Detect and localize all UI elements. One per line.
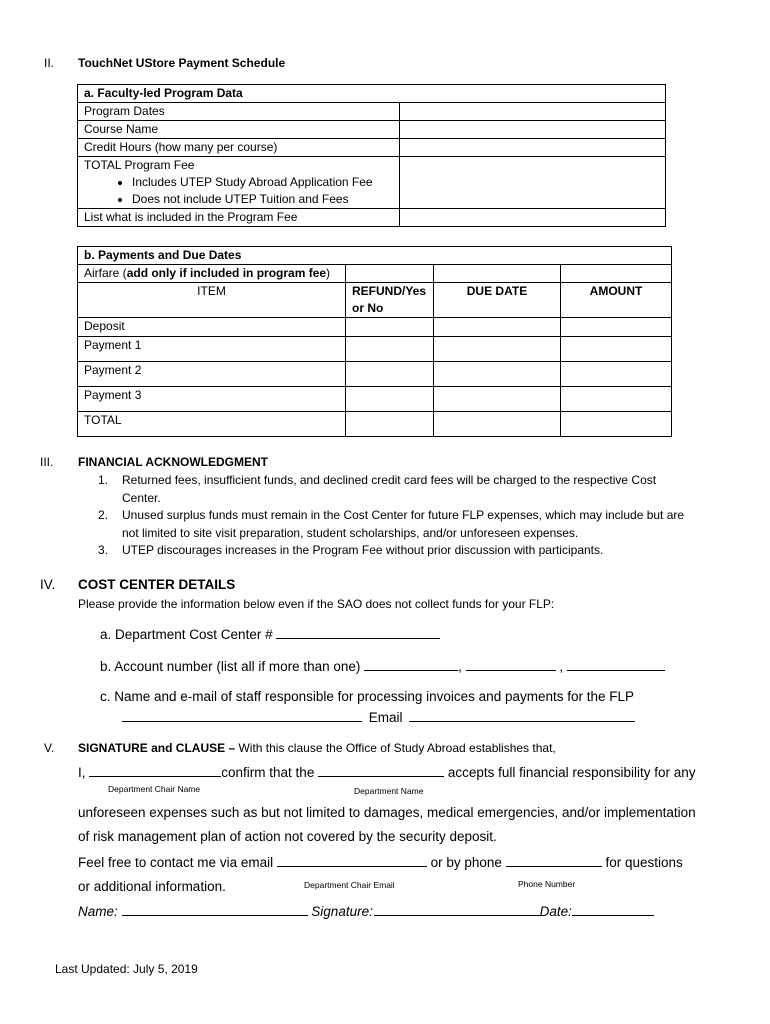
table-row — [78, 412, 672, 437]
course-name-input[interactable] — [400, 121, 666, 139]
credit-hours-input[interactable] — [400, 139, 666, 157]
due-date-input[interactable] — [434, 387, 561, 412]
due-date-input[interactable] — [434, 362, 561, 387]
payments-table — [77, 246, 672, 437]
chair-email-caption: Department Chair Email — [304, 880, 395, 890]
section-2-numeral: II. — [44, 56, 55, 70]
list-item-cont: Center. — [122, 490, 161, 505]
table-label: Credit Hours (how many per course) — [78, 139, 400, 157]
table-row — [78, 209, 666, 227]
total-fee-label: TOTAL Program Fee — [84, 158, 195, 172]
table-row — [78, 139, 666, 157]
date-field[interactable] — [572, 903, 654, 916]
chair-email-field[interactable] — [277, 854, 427, 867]
due-date-input[interactable] — [434, 337, 561, 362]
phone-number-field[interactable] — [506, 854, 602, 867]
table-b-heading: b. Payments and Due Dates — [78, 247, 672, 265]
col-header-item: ITEM — [78, 283, 346, 318]
col-header-due-date: DUE DATE — [434, 283, 561, 318]
row-label: Payment 1 — [78, 337, 346, 362]
amount-input[interactable] — [561, 387, 672, 412]
refund-input[interactable] — [346, 318, 434, 337]
refund-input[interactable] — [346, 412, 434, 437]
section-4-title: COST CENTER DETAILS — [78, 577, 236, 592]
airfare-due-input[interactable] — [434, 265, 561, 283]
account-number-field-2[interactable] — [466, 658, 556, 671]
staff-email-field[interactable] — [409, 709, 635, 722]
amount-input[interactable] — [561, 337, 672, 362]
row-label: TOTAL — [78, 412, 346, 437]
program-dates-input[interactable] — [400, 103, 666, 121]
section-2-title: TouchNet UStore Payment Schedule — [78, 56, 286, 70]
staff-name-field[interactable] — [122, 709, 362, 722]
account-number-line: b. Account number (list all if more than one) , , — [100, 658, 665, 674]
table-label: Course Name — [78, 121, 400, 139]
row-label: Deposit — [78, 318, 346, 337]
amount-input[interactable] — [561, 362, 672, 387]
amount-input[interactable] — [561, 412, 672, 437]
col-header-refund: REFUND/Yes or No — [346, 283, 434, 318]
staff-name-email-line: Email — [122, 709, 635, 725]
row-label: Payment 2 — [78, 362, 346, 387]
last-updated: Last Updated: July 5, 2019 — [55, 962, 198, 976]
total-fee-input[interactable] — [400, 157, 666, 209]
list-item-cont: not limited to site visit preparation, student scholarships, and/or unforeseen expenses. — [122, 525, 579, 540]
clause-line-4: of risk management plan of action not covered by the security deposit. — [78, 829, 497, 844]
section-3-title: FINANCIAL ACKNOWLEDGMENT — [78, 455, 268, 469]
table-row — [78, 318, 672, 337]
refund-input[interactable] — [346, 337, 434, 362]
table-label: Program Dates — [78, 103, 400, 121]
section-5-numeral: V. — [44, 741, 55, 755]
list-item: 3. UTEP discourages increases in the Program Fee without prior discussion with participants. — [98, 543, 604, 557]
dept-chair-name-caption: Department Chair Name — [108, 784, 201, 794]
department-name-field[interactable] — [318, 764, 444, 777]
total-fee-cell — [78, 157, 400, 209]
cost-center-field[interactable] — [276, 626, 440, 639]
department-name-caption: Department Name — [354, 786, 424, 796]
airfare-refund-input[interactable] — [346, 265, 434, 283]
section-3-numeral: III. — [40, 455, 54, 469]
account-number-field-1[interactable] — [364, 658, 458, 671]
section-4-intro: Please provide the information below even if the SAO does not collect funds for your FLP: — [78, 597, 555, 611]
refund-input[interactable] — [346, 362, 434, 387]
table-label: List what is included in the Program Fee — [78, 209, 400, 227]
phone-number-caption: Phone Number — [518, 879, 576, 889]
list-item: 2. Unused surplus funds must remain in the Cost Center for future FLP expenses, which may include but are — [98, 508, 685, 522]
airfare-amount-input[interactable] — [561, 265, 672, 283]
contact-line: Feel free to contact me via email or by phone for questions — [78, 855, 683, 870]
due-date-input[interactable] — [434, 412, 561, 437]
table-row — [78, 362, 672, 387]
name-field[interactable] — [122, 903, 308, 916]
additional-info-line: or additional information. — [78, 879, 226, 894]
table-row — [78, 121, 666, 139]
table-a-heading: a. Faculty-led Program Data — [78, 85, 666, 103]
table-row — [78, 103, 666, 121]
table-row — [78, 387, 672, 412]
list-item: • Does not include UTEP Tuition and Fees — [132, 191, 393, 208]
acknowledgment-list — [98, 472, 684, 560]
included-in-fee-input[interactable] — [400, 209, 666, 227]
clause-line-1: I, confirm that the accepts full financial responsibility for any — [78, 765, 696, 780]
list-item: 1. Returned fees, insufficient funds, and declined credit card fees will be charged to the respective Cost — [98, 473, 657, 487]
table-row — [78, 157, 666, 209]
cost-center-line: a. Department Cost Center # — [100, 626, 440, 642]
list-item: • Includes UTEP Study Abroad Application Fee — [132, 174, 393, 191]
airfare-label: Airfare (add only if included in program fee) — [78, 265, 346, 283]
account-number-field-3[interactable] — [567, 658, 665, 671]
section-4-numeral: IV. — [40, 577, 56, 592]
dept-chair-name-field[interactable] — [89, 764, 221, 777]
section-5-heading: SIGNATURE and CLAUSE – With this clause the Office of Study Abroad establishes that, — [78, 741, 556, 755]
signature-field[interactable] — [374, 903, 540, 916]
amount-input[interactable] — [561, 318, 672, 337]
table-row — [78, 337, 672, 362]
clause-line-3: unforeseen expenses such as but not limited to damages, medical emergencies, and/or implementation — [78, 805, 696, 820]
due-date-input[interactable] — [434, 318, 561, 337]
refund-input[interactable] — [346, 387, 434, 412]
col-header-amount: AMOUNT — [561, 283, 672, 318]
row-label: Payment 3 — [78, 387, 346, 412]
faculty-led-program-table — [77, 84, 666, 227]
signature-line: Name: Signature: Date: — [78, 903, 654, 919]
staff-responsible-line: c. Name and e-mail of staff responsible for processing invoices and payments for the FLP — [100, 689, 635, 704]
